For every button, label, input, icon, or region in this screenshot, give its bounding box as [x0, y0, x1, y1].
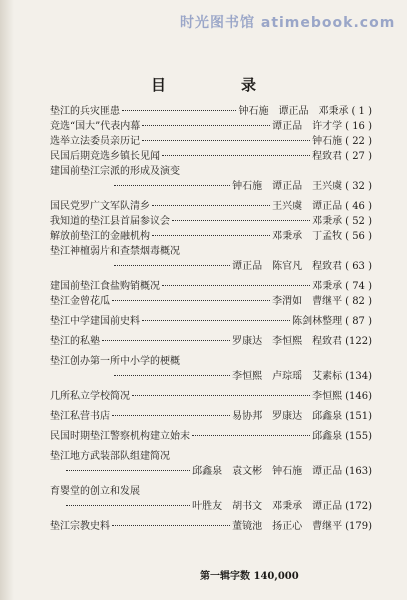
entry-page: ( 87 ): [345, 316, 372, 327]
leader-dots: [66, 470, 190, 471]
entry-title: 垫江神檀弱片和查禁烟毒概况: [50, 246, 180, 257]
entry-authors: 钟石施: [312, 136, 343, 147]
entry-title: 解放前垫江的金融机构: [50, 231, 150, 242]
toc-entry: [50, 484, 372, 514]
table-of-contents: [50, 104, 372, 534]
entry-title: 垫江的私塾: [50, 336, 100, 347]
entry-title: 建国前垫江宗派的形成及演变: [50, 166, 180, 177]
toc-entry: [50, 149, 372, 164]
toc-entry: [50, 519, 372, 534]
toc-entry: [50, 354, 372, 384]
entry-page: ( 27 ): [345, 151, 372, 162]
entry-title: 垫江中学建国前史料: [50, 316, 140, 327]
entry-page: (179): [345, 521, 372, 532]
toc-entry: [50, 244, 372, 274]
leader-dots: [152, 235, 270, 236]
entry-title: 我知道的垫江县首届参议会: [50, 216, 170, 227]
entry-authors: 邓秉承 丁孟牧: [272, 231, 343, 242]
entry-title: 民国时期垫江警察机构建立始末: [50, 431, 190, 442]
entry-page: ( 52 ): [345, 216, 372, 227]
toc-entry: [50, 279, 372, 294]
watermark: 时光图书馆 atimebook.com: [180, 15, 396, 31]
entry-page: (122): [345, 336, 372, 347]
word-count-value: 140,000: [253, 571, 299, 582]
entry-authors: 邱鑫泉 袁文彬 钟石施 谭正品: [192, 466, 343, 477]
entry-page: (155): [345, 431, 372, 442]
entry-page: ( 82 ): [345, 296, 372, 307]
toc-entry: [50, 314, 372, 329]
toc-entry: [50, 229, 372, 244]
entry-authors: 邱鑫泉: [312, 431, 343, 442]
entry-title: 垫江地方武装部队组建简况: [50, 451, 170, 462]
toc-entry: [50, 294, 372, 309]
entry-title: 垫江金曾花瓜: [50, 296, 110, 307]
entry-page: (163): [345, 466, 372, 477]
entry-authors: 王兴虞 谭正品: [272, 201, 343, 212]
entry-authors: 董镜池 扬正心 曹继平: [232, 521, 343, 532]
toc-entry: [50, 449, 372, 479]
leader-dots: [132, 395, 310, 396]
entry-authors: 钟石施 谭正品 邓秉承: [238, 106, 349, 117]
entry-page: ( 46 ): [345, 201, 372, 212]
leader-dots: [142, 140, 310, 141]
entry-page: (172): [345, 501, 372, 512]
entry-title: 垫江创办第一所中小学的梗概: [50, 356, 180, 367]
entry-title: 垫江私营书店: [50, 411, 110, 422]
entry-page: ( 16 ): [345, 121, 372, 132]
entry-title: 国民党罗广文军队清乡: [50, 201, 150, 212]
leader-dots: [66, 505, 190, 506]
entry-authors: 钟石施 谭正品 王兴虞: [232, 181, 343, 192]
leader-dots: [112, 300, 270, 301]
entry-title: 垫江宗教史料: [50, 521, 110, 532]
leader-dots: [112, 415, 230, 416]
entry-title: 育婴堂的创立和发展: [50, 486, 140, 497]
entry-page: ( 74 ): [345, 281, 372, 292]
toc-entry: [50, 104, 372, 119]
leader-dots: [162, 285, 310, 286]
toc-entry: [50, 334, 372, 349]
toc-entry: [50, 389, 372, 404]
entry-page: ( 63 ): [345, 261, 372, 272]
leader-dots: [162, 155, 310, 156]
entry-authors: 易协邦 罗康达 邱鑫泉: [232, 411, 343, 422]
entry-title: 选举立法委员亲历记: [50, 136, 140, 147]
entry-title: 竞选“国大”代表内幕: [50, 121, 141, 132]
leader-dots: [114, 265, 230, 266]
entry-title: 建国前垫江食盐购销概况: [50, 281, 160, 292]
entry-authors: 陈剑林整理: [292, 316, 343, 327]
entry-page: ( 22 ): [345, 136, 372, 147]
entry-page: (151): [345, 411, 372, 422]
word-count-label: 第一辑字数: [200, 571, 250, 582]
leader-dots: [142, 320, 290, 321]
leader-dots: [112, 525, 230, 526]
leader-dots: [114, 375, 230, 376]
leader-dots: [122, 110, 236, 111]
entry-authors: 李渭如 曹继平: [272, 296, 343, 307]
entry-page: (146): [345, 391, 372, 402]
toc-entry: [50, 164, 372, 194]
entry-authors: 邓秉承: [312, 281, 343, 292]
toc-entry: [50, 409, 372, 424]
leader-dots: [152, 205, 270, 206]
leader-dots: [142, 125, 270, 126]
entry-authors: 罗康达 李恒熙 程致君: [232, 336, 343, 347]
entry-page: ( 32 ): [345, 181, 372, 192]
entry-page: ( 1 ): [351, 106, 372, 117]
entry-authors: 程致君: [312, 151, 343, 162]
entry-authors: 李恒熙: [312, 391, 343, 402]
entry-authors: 邓秉承: [312, 216, 343, 227]
toc-entry: [50, 119, 372, 134]
toc-entry: [50, 199, 372, 214]
leader-dots: [192, 435, 310, 436]
entry-authors: 谭正品 许才学: [272, 121, 343, 132]
leader-dots: [172, 220, 310, 221]
entry-title: 民国后期竞选乡镇长见闻: [50, 151, 160, 162]
entry-title: 几所私立学校简况: [50, 391, 130, 402]
toc-entry: [50, 214, 372, 229]
leader-dots: [114, 185, 230, 186]
entry-authors: 叶胜友 胡书文 邓秉承 谭正品: [192, 501, 343, 512]
entry-authors: 李恒熙 卢琮瑶 艾素标: [232, 371, 343, 382]
page-title: 目 录: [150, 76, 286, 94]
toc-entry: [50, 429, 372, 444]
entry-authors: 谭正品 陈官凡 程致君: [232, 261, 343, 272]
toc-entry: [50, 134, 372, 149]
leader-dots: [102, 340, 230, 341]
entry-title: 垫江的兵灾匪患: [50, 106, 120, 117]
entry-page: ( 56 ): [345, 231, 372, 242]
word-count: [200, 567, 299, 582]
entry-page: (134): [345, 371, 372, 382]
